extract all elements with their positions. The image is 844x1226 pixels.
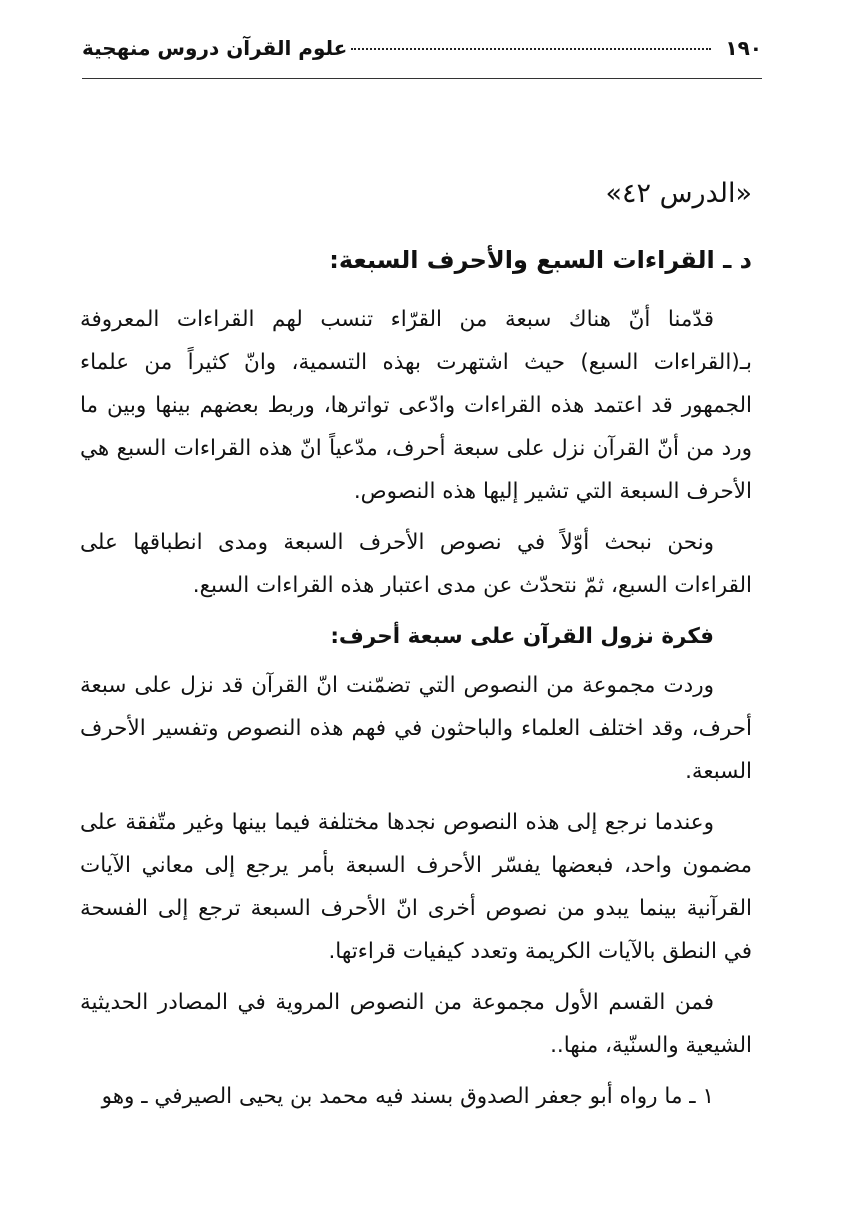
paragraph: فمن القسم الأول مجموعة من النصوص المروية في المصادر الحديثية الشيعية والسنّية، منها..: [80, 990, 752, 1058]
paragraph: وردت مجموعة من النصوص التي تضمّنت انّ القرآن قد نزل على سبعة أحرف، وقد اختلف العلماء والباحثون في فهم هذه النصوص وتفسير الأحرف السبعة.: [80, 673, 752, 784]
paragraph: قدّمنا أنّ هناك سبعة من القرّاء تنسب لهم القراءات المعروفة بـ(القراءات السبع) حيث اشتهرت بهذه التسمية، وانّ كثيراً من علماء الجمهور قد اعتمد هذه القراءات وادّعى تواترها، وربط بعضهم بينها وبين ما ورد من أنّ القرآن نزل على سبعة أحرف، مدّعياً انّ هذه القراءات السبع هي الأحرف السبعة التي تشير إليها هذه النصوص.: [80, 307, 752, 504]
paragraph: ١ ـ ما رواه أبو جعفر الصدوق بسند فيه محمد بن يحيى الصيرفي ـ وهو: [101, 1084, 714, 1109]
running-title: علوم القرآن دروس منهجية: [82, 36, 348, 60]
lesson-title: «الدرس ٤٢»: [605, 178, 752, 209]
paragraph: وعندما نرجع إلى هذه النصوص نجدها مختلفة فيما بينها وغير متّفقة على مضمون واحد، فبعضها يفسّر الأحرف السبعة بأمر يرجع إلى معاني الآيات القرآنية بينما يبدو من نصوص أخرى انّ الأحرف السبعة ترجع إلى الفسحة في النطق بالآيات الكريمة وتعدد كيفيات قراءتها.: [80, 810, 752, 964]
leader-dots: [351, 48, 711, 50]
body-text: [80, 298, 752, 1126]
section-heading: د ـ القراءات السبع والأحرف السبعة:: [329, 246, 752, 274]
page-number: ١٩٠: [725, 36, 762, 60]
header-rule: [82, 78, 762, 79]
running-header: [82, 36, 762, 72]
paragraph: ونحن نبحث أوّلاً في نصوص الأحرف السبعة ومدى انطباقها على القراءات السبع، ثمّ نتحدّث عن مدى اعتبار هذه القراءات السبع.: [80, 530, 752, 598]
subheading: فكرة نزول القرآن على سبعة أحرف:: [330, 624, 714, 649]
